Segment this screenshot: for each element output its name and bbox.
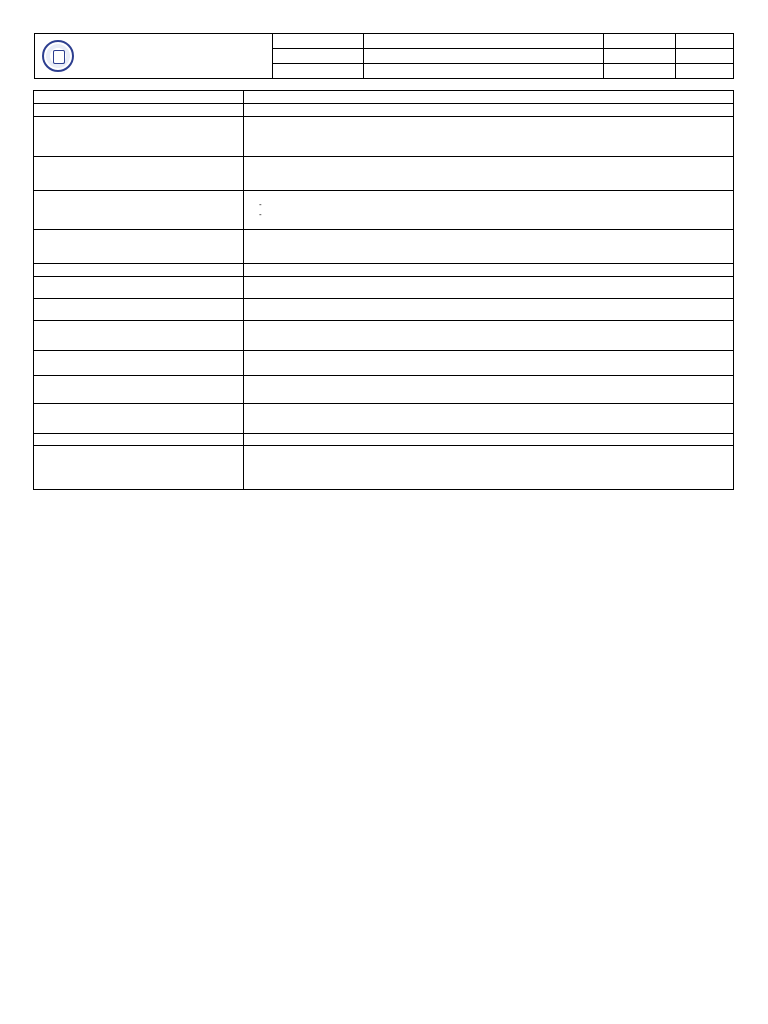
empty-cell xyxy=(244,321,734,351)
markahan-label xyxy=(604,64,676,79)
asignatura-label xyxy=(604,49,676,64)
petsa-value xyxy=(364,64,604,79)
gawain1-cell xyxy=(244,446,734,490)
baitang-value xyxy=(676,34,734,49)
iba-text xyxy=(244,404,734,434)
paaralan-value xyxy=(364,34,604,49)
guro-value xyxy=(364,49,604,64)
teksbuk-label xyxy=(34,351,244,376)
markahan-value xyxy=(676,64,734,79)
section-kagamitan xyxy=(34,264,244,277)
empty-cell xyxy=(244,434,734,446)
kagamitan-aaral-label xyxy=(34,321,244,351)
header-title-cell xyxy=(35,34,273,79)
nilalaman-text xyxy=(244,230,734,264)
pagganap-text xyxy=(244,157,734,191)
petsa-label xyxy=(273,64,364,79)
balik-label xyxy=(34,446,244,490)
empty-cell xyxy=(244,264,734,277)
section-pamamaraan xyxy=(34,434,244,446)
empty-cell xyxy=(244,104,734,117)
guro-label xyxy=(273,49,364,64)
iba-label xyxy=(34,404,244,434)
baitang-label xyxy=(604,34,676,49)
asignatura-value xyxy=(676,49,734,64)
empty-cell xyxy=(244,91,734,104)
gabay-text xyxy=(244,299,734,321)
deped-seal-icon xyxy=(42,40,74,72)
empty-cell xyxy=(244,277,734,299)
lesson-table xyxy=(33,90,734,490)
teksbuk-text xyxy=(244,351,734,376)
sanggunian-label xyxy=(34,277,244,299)
empty-cell xyxy=(34,91,244,104)
section-nilalaman xyxy=(34,230,244,264)
section-layunin xyxy=(34,104,244,117)
gabay-label xyxy=(34,299,244,321)
karagdagang-cell xyxy=(244,376,734,404)
kasanayan-label xyxy=(34,191,244,230)
karagdagang-label xyxy=(34,376,244,404)
paaralan-label xyxy=(273,34,364,49)
pamantayang-label xyxy=(34,117,244,157)
pagganap-label xyxy=(34,157,244,191)
kasanayan-text: - - xyxy=(244,191,734,230)
header-table xyxy=(34,33,734,79)
pamantayang-text xyxy=(244,117,734,157)
